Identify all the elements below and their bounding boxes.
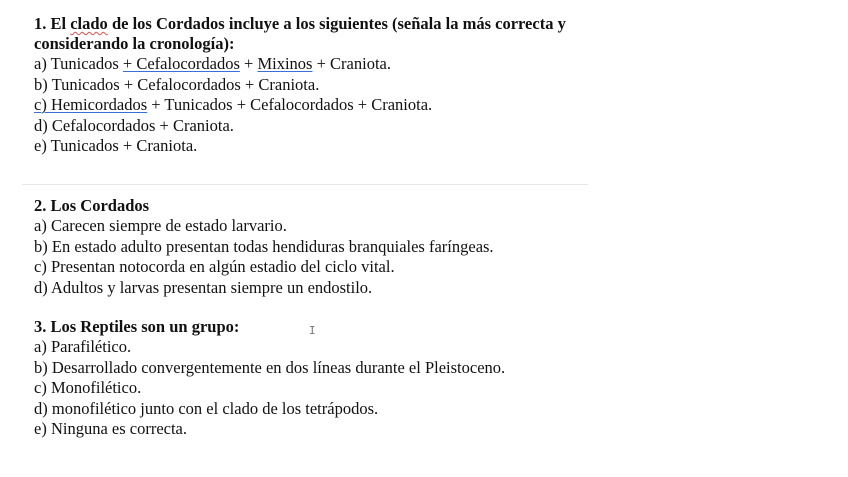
q1-title-post: de los Cordados incluye a los siguientes (señala la más correcta y — [107, 14, 566, 33]
q1-a-underlined-2: Mixinos — [257, 54, 313, 73]
q1-option-c — [34, 95, 566, 116]
q3-option-c: c) Monofilético. — [34, 378, 142, 397]
question-3 — [34, 317, 505, 440]
q3-option-d: d) monofilético junto con el clado de los tetrápodos. — [34, 398, 379, 418]
q1-a-post: + Craniota. — [312, 54, 391, 73]
q2-option-c: c) Presentan notocorda en algún estadio del ciclo vital. — [34, 257, 395, 276]
q1-a-pre: a) Tunicados — [34, 54, 123, 73]
q1-title-clado: clado — [70, 14, 108, 33]
q1-c-post: + Tunicados + Cefalocordados + Craniota. — [147, 95, 433, 114]
q1-option-e: e) Tunicados + Craniota. — [34, 136, 198, 155]
q3-option-e: e) Ninguna es correcta. — [34, 419, 188, 438]
question-1-title — [34, 14, 566, 54]
q1-a-mid: + — [239, 54, 258, 73]
q1-a-underlined-1: + Cefalocordados — [122, 54, 240, 73]
q1-option-b: b) Tunicados + Cefalocordados + Craniota. — [34, 74, 320, 94]
q1-title-line2: considerando la cronología): — [34, 34, 235, 53]
text-cursor-icon: I — [309, 324, 316, 337]
q3-option-a: a) Parafilético. — [34, 337, 132, 356]
question-2-title: 2. Los Cordados — [34, 196, 150, 215]
q1-option-d: d) Cefalocordados + Craniota. — [34, 115, 234, 135]
question-2 — [34, 196, 494, 298]
q3-option-b: b) Desarrollado convergentemente en dos líneas durante el Pleistoceno. — [34, 357, 506, 377]
section-divider — [22, 184, 588, 185]
q1-c-underlined: c) Hemicordados — [34, 95, 148, 114]
q2-option-a: a) Carecen siempre de estado larvario. — [34, 216, 287, 235]
q2-option-d: d) Adultos y larvas presentan siempre un endostilo. — [34, 277, 373, 297]
q1-title-pre: 1. El — [34, 14, 71, 33]
question-1 — [34, 14, 566, 157]
q1-option-a — [34, 54, 566, 75]
q2-option-b: b) En estado adulto presentan todas hendiduras branquiales faríngeas. — [34, 236, 494, 256]
question-3-title: 3. Los Reptiles son un grupo: — [34, 317, 240, 336]
